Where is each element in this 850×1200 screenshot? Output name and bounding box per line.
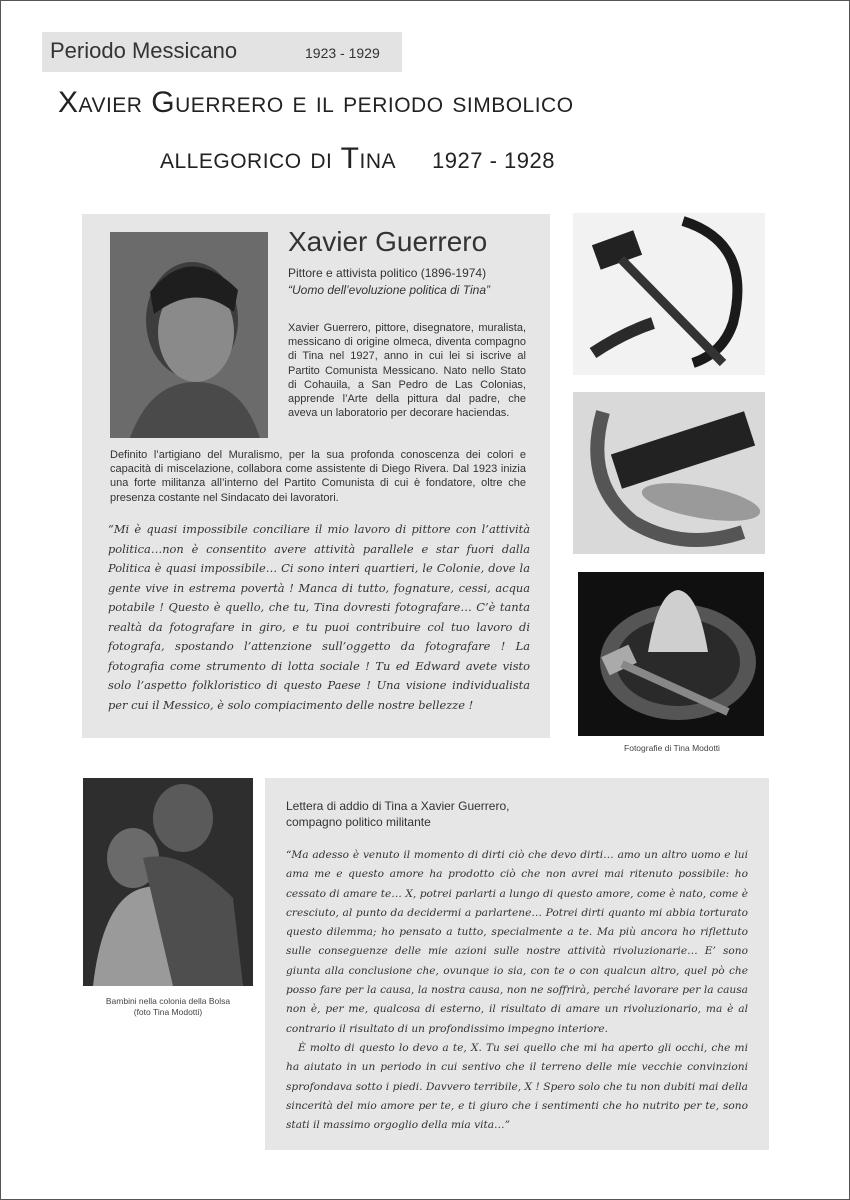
page-title-line2 — [160, 142, 760, 176]
letter-paragraph-2: È molto di questo lo devo a te, X. Tu sei quello che mi ha aperto gli occhi, che mi ha aiutato in un periodo in cui sentivo che il terreno delle mie vecchie convinzioni sprofondava sotto i piedi. Davvero terribile, X ! Spero solo che tu non dubiti mai della sincerità del mio amore per te, e ti giuro che i sentimenti che ho nutrito per te, sono stati il massimo orgoglio della mia vita…” — [286, 1041, 748, 1132]
farewell-letter-text — [286, 846, 748, 1135]
page-title-text: allegorico di Tina — [160, 142, 397, 175]
title-years: 1927 - 1928 — [432, 148, 555, 173]
children-caption-line2: (foto Tina Modotti) — [133, 1007, 203, 1017]
period-years: 1923 - 1929 — [305, 45, 380, 61]
letter-title-line1: Lettera di addio di Tina a Xavier Guerrero, — [286, 799, 510, 813]
person-tagline: “Uomo dell’evoluzione politica di Tina” — [288, 283, 490, 297]
children-caption — [83, 996, 253, 1018]
bio-text-part1: Xavier Guerrero, pittore, disegnatore, muralista, messicano di origine olmeca, diventa compagno di Tina nel 1927, anno in cui lei si iscrive al Partito Comunista Messicano. Nato nello Stato di Cohauila, a San Pedro de Las Colonias, apprende l’Arte della pittura dal padre, che aveva un laboratorio per decorare haciendas. — [288, 322, 526, 420]
children-photo — [83, 778, 253, 986]
letter-title — [286, 798, 706, 830]
guerrero-quote: “Mi è quasi impossibile conciliare il mio lavoro di pittore con l’attività politica…non è consentito avere attività parallele e star fuori dalla Politica è quasi impossibile… Ci sono interi quartieri, le Colonie, dove la gente vive in estrema povertà ! Manca di tutto, fognature, cessi, acqua potabile ! Questo è quello, che tu, Tina dovresti fotografare… C’è tanta realtà da fotografare in giro, e tu puoi contribuire col tuo lavoro di fotografa, spostando l’attenzione sull’oggetto da fotografare ! La fotografia come strumento di lotta sociale ! Tu ed Edward avete visto solo l’aspetto folkloristico di questo Paese ! Una visione individualista per cui il Messico, è solo compiacimento delle nostre bellezze ! — [108, 522, 530, 712]
period-label: Periodo Messicano — [50, 38, 238, 63]
person-name: Xavier Guerrero — [288, 226, 488, 257]
portrait-photo — [110, 232, 268, 438]
page-title-line1: Xavier Guerrero e il periodo simbolico — [58, 86, 574, 119]
person-role: Pittore e attivista politico (1896-1974) — [288, 266, 487, 280]
photos-caption: Fotografie di Tina Modotti — [624, 743, 720, 753]
letter-title-line2: compagno politico militante — [286, 815, 431, 829]
letter-paragraph-1: “Ma adesso è venuto il momento di dirti ciò che devo dirti… amo un altro uomo e lui ama me e questo amore ha prodotto ciò che non avrei mai ritenuto possibile: ho cessato di amare te… X, potrei parlarti a lungo di questo amore, come è nato, come è cresciuto, al punto da decidermi a parlartene… Potrei dirti quanto mi abbia torturato questo dilemma; ho pensato a tutto, specialmente a te. Ma più ancora ho riflettuto sulle conseguenze delle mie azioni sulle nostre attività rivoluzionarie… E’ sono giunta alla conclusione che, ovunque io sia, con te o con qualcun altro, quel pò che posso fare per la causa, la nostra causa, non ne soffrirà, perché lavorare per la causa non è, per me, qualcosa di esterno, il risultato di amare un rivoluzionario, ma è al contrario il risultato di un profondissimo impegno interiore. — [286, 849, 748, 1035]
sombrero-hammer-sickle-photo — [578, 572, 764, 736]
bio-text-part2: Definito l’artigiano del Muralismo, per la sua profonda conoscenza dei colori e capacità di miscelazione, collabora come assistente di Diego Rivera. Dal 1923 inizia una forte militanza all’interno del Partito Comunista di cui è fondatore, oltre che presenza costante nel Sindacato dei lavoratori. — [110, 449, 526, 504]
children-caption-line1: Bambini nella colonia della Bolsa — [105, 996, 231, 1006]
sickle-bandolier-corn-photo — [573, 392, 765, 554]
hammer-sickle-photo — [573, 213, 765, 375]
